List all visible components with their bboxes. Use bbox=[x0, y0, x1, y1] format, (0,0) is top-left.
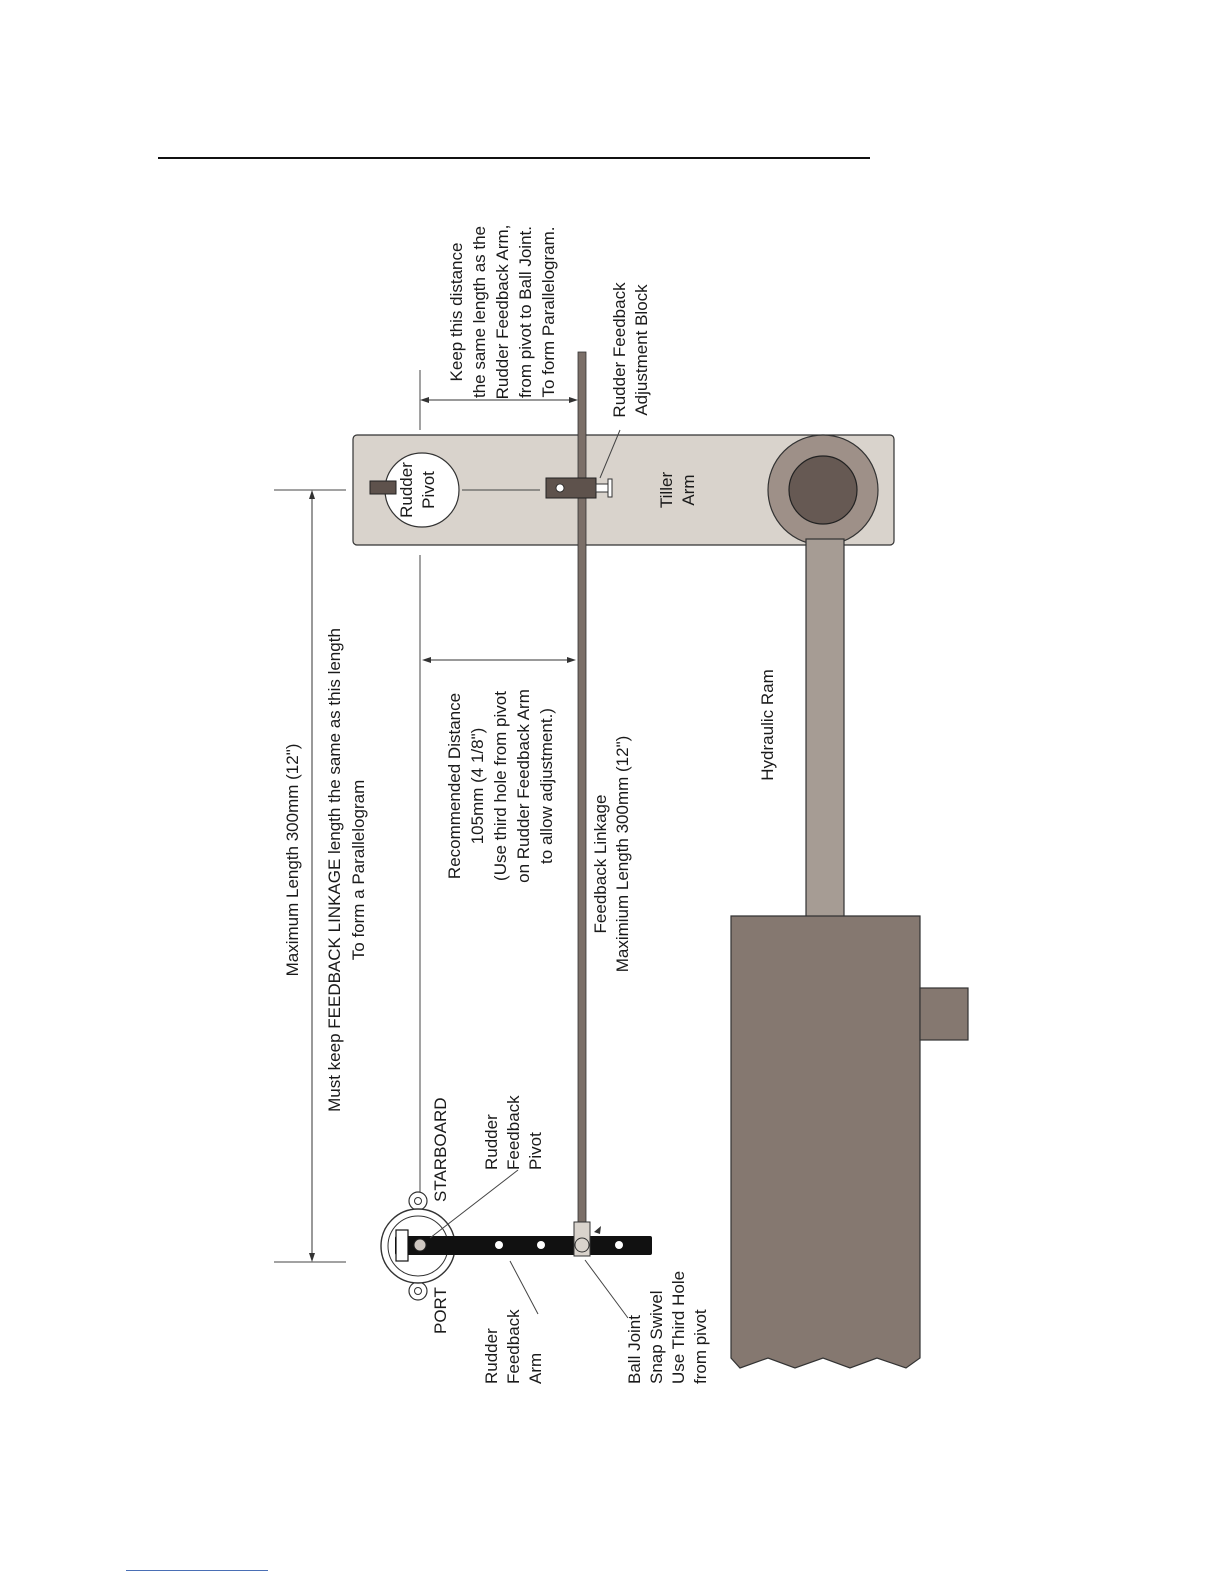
ball-joint-label-3: Use Third Hole bbox=[669, 1270, 688, 1384]
rudder-pivot-label: Rudder bbox=[397, 462, 416, 518]
feedback-arm-label-2: Feedback bbox=[504, 1309, 523, 1384]
must-keep-label: Must keep FEEDBACK LINKAGE length the same as this length bbox=[325, 628, 344, 1112]
max-length-arrow-bottom bbox=[309, 1253, 315, 1262]
feedback-arm-label-3: Arm bbox=[526, 1352, 545, 1384]
recommended-arrow-right bbox=[567, 657, 576, 663]
feedback-arm-leader bbox=[510, 1261, 538, 1314]
keep-distance-arrow-right bbox=[569, 397, 578, 403]
keep-distance-label-5: To form Parallelogram. bbox=[539, 226, 558, 398]
ball-joint-leader bbox=[585, 1260, 628, 1318]
recommended-label-4: on Rudder Feedback Arm bbox=[514, 689, 533, 883]
feedback-unit-ear-bottom-hole bbox=[415, 1288, 422, 1295]
feedback-pivot-label-3: Pivot bbox=[526, 1132, 545, 1170]
keep-distance-label: Keep this distance bbox=[447, 242, 466, 382]
parallelogram-label: To form a Parallelogram bbox=[349, 779, 368, 961]
starboard-label: STARBOARD bbox=[431, 1097, 450, 1202]
arm-hole-5 bbox=[615, 1241, 623, 1249]
adjustment-block-hole bbox=[556, 484, 564, 492]
keep-distance-arrow-left bbox=[420, 397, 429, 403]
port-label: PORT bbox=[431, 1287, 450, 1334]
adjustment-block-label-2: Adjustment Block bbox=[632, 284, 651, 416]
arm-hole-2 bbox=[495, 1241, 503, 1249]
ball-joint-label-4: from pivot bbox=[691, 1309, 710, 1384]
max-length-label: Maximum Length 300mm (12") bbox=[283, 743, 302, 977]
ball-joint-label-2: Snap Swivel bbox=[647, 1290, 666, 1384]
feedback-pivot-label: Rudder bbox=[482, 1114, 501, 1170]
tiller-label: Tiller bbox=[657, 471, 676, 509]
max-length-arrow-top bbox=[309, 490, 315, 499]
arm-hole-3 bbox=[537, 1241, 545, 1249]
adjustment-screw-head bbox=[608, 479, 612, 497]
feedback-arm-label: Rudder bbox=[482, 1328, 501, 1384]
feedback-linkage-label: Feedback Linkage bbox=[591, 794, 610, 934]
recommended-label: Recommended Distance bbox=[445, 692, 464, 880]
ram-rod bbox=[806, 539, 844, 919]
ball-joint bbox=[575, 1238, 589, 1252]
feedback-pivot-label-2: Feedback bbox=[504, 1095, 523, 1170]
rudder-pivot-label-2: Pivot bbox=[419, 471, 438, 509]
feedback-pivot-hole bbox=[414, 1239, 426, 1251]
tiller-label-2: Arm bbox=[679, 474, 698, 506]
ram-port bbox=[920, 988, 968, 1040]
ball-joint-arrow bbox=[594, 1226, 601, 1234]
recommended-label-5: to allow adjustment.) bbox=[537, 708, 556, 864]
keep-distance-label-4: from pivot to Ball Joint. bbox=[516, 226, 535, 398]
rudder-feedback-arm bbox=[395, 1236, 652, 1255]
feedback-linkage-label-2: Maximium Length 300mm (12") bbox=[613, 735, 632, 973]
ball-joint-label: Ball Joint bbox=[625, 1315, 644, 1384]
keep-distance-label-3: Rudder Feedback Arm, bbox=[493, 224, 512, 400]
keep-distance-label-2: the same length as the bbox=[470, 225, 489, 399]
feedback-unit-ear-top-hole bbox=[415, 1198, 422, 1205]
recommended-arrow-left bbox=[422, 657, 431, 663]
adjustment-block bbox=[546, 478, 596, 498]
recommended-label-2: 105mm (4 1/8") bbox=[468, 727, 487, 845]
feedback-pivot-clamp bbox=[396, 1230, 408, 1261]
rudder-pivot-key bbox=[370, 481, 396, 494]
recommended-label-3: (Use third hole from pivot bbox=[491, 691, 510, 881]
ram-cylinder bbox=[731, 916, 920, 1368]
hydraulic-ram-label: Hydraulic Ram bbox=[758, 669, 777, 781]
ram-clevis-hub bbox=[789, 456, 857, 524]
adjustment-block-label: Rudder Feedback bbox=[610, 282, 629, 418]
footer-link-underline[interactable] bbox=[126, 1570, 268, 1571]
